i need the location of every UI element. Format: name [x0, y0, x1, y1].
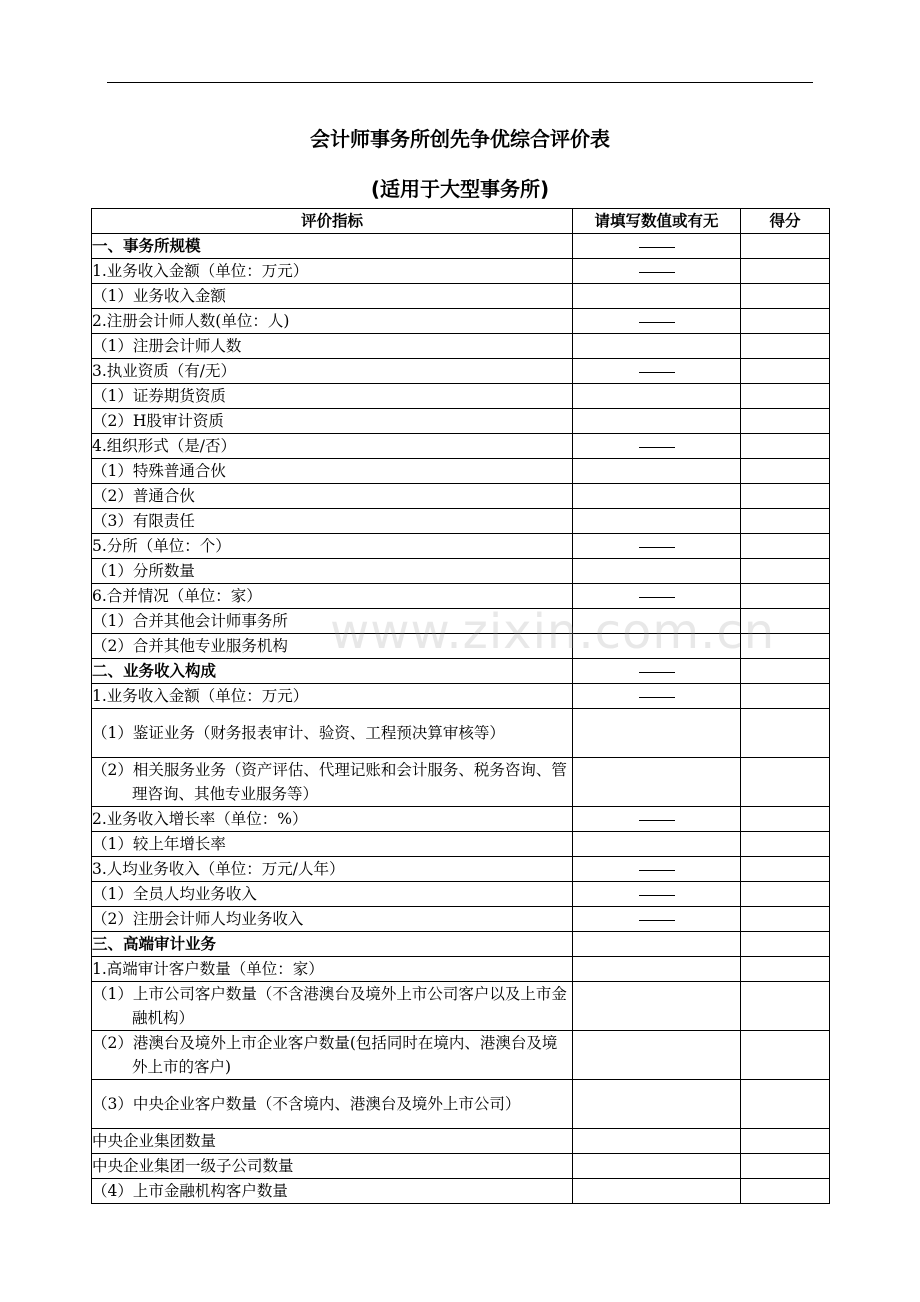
indicator-cell — [92, 758, 573, 807]
table-row — [92, 559, 830, 584]
indicator-cell: 5.分所（单位：个） — [92, 534, 573, 559]
score-cell[interactable] — [741, 882, 830, 907]
indicator-cell: （3）有限责任 — [92, 509, 573, 534]
indicator-cell: 1.业务收入金额（单位：万元） — [92, 259, 573, 284]
value-input-cell[interactable] — [573, 334, 741, 359]
table-row — [92, 1154, 830, 1179]
table-header-row — [92, 209, 830, 234]
score-cell[interactable] — [741, 832, 830, 857]
not-applicable-dash — [639, 322, 675, 323]
value-input-cell — [573, 684, 741, 709]
indicator-cell — [92, 1080, 573, 1129]
value-input-cell[interactable] — [573, 509, 741, 534]
table-row — [92, 259, 830, 284]
header-score: 得分 — [741, 209, 830, 234]
score-cell[interactable] — [741, 1031, 830, 1080]
score-cell[interactable] — [741, 659, 830, 684]
header-indicator: 评价指标 — [92, 209, 573, 234]
indicator-label: （1）上市公司客户数量（不含港澳台及境外上市公司客户以及上市金融机构） — [92, 985, 567, 1027]
table-row — [92, 1179, 830, 1204]
not-applicable-dash — [639, 672, 675, 673]
indicator-cell: （1）业务收入金额 — [92, 284, 573, 309]
indicator-cell: （1）全员人均业务收入 — [92, 882, 573, 907]
table-row — [92, 709, 830, 758]
score-cell[interactable] — [741, 1080, 830, 1129]
indicator-label: （2）相关服务业务（资产评估、代理记账和会计服务、税务咨询、管理咨询、其他专业服务等） — [92, 761, 567, 803]
table-row — [92, 634, 830, 659]
document-title: 会计师事务所创先争优综合评价表 — [310, 127, 610, 151]
indicator-cell: （1）分所数量 — [92, 559, 573, 584]
score-cell[interactable] — [741, 309, 830, 334]
value-input-cell — [573, 534, 741, 559]
not-applicable-dash — [639, 920, 675, 921]
table-row — [92, 234, 830, 259]
document-subtitle: (适用于大型事务所) — [370, 177, 550, 201]
score-cell[interactable] — [741, 484, 830, 509]
value-input-cell[interactable] — [573, 559, 741, 584]
table-row — [92, 907, 830, 932]
score-cell[interactable] — [741, 1154, 830, 1179]
indicator-cell: （2）普通合伙 — [92, 484, 573, 509]
value-input-cell[interactable] — [573, 1154, 741, 1179]
not-applicable-dash — [639, 272, 675, 273]
indicator-label: （3）中央企业客户数量（不含境内、港澳台及境外上市公司） — [92, 1095, 521, 1113]
table-row — [92, 982, 830, 1031]
table-row — [92, 957, 830, 982]
value-input-cell[interactable] — [573, 459, 741, 484]
indicator-cell: （1）合并其他会计师事务所 — [92, 609, 573, 634]
value-input-cell[interactable] — [573, 484, 741, 509]
not-applicable-dash — [639, 547, 675, 548]
score-cell[interactable] — [741, 709, 830, 758]
value-input-cell[interactable] — [573, 957, 741, 982]
score-cell[interactable] — [741, 559, 830, 584]
value-input-cell[interactable] — [573, 1179, 741, 1204]
score-cell[interactable] — [741, 1179, 830, 1204]
table-row — [92, 882, 830, 907]
score-cell[interactable] — [741, 359, 830, 384]
value-input-cell[interactable] — [573, 609, 741, 634]
indicator-cell: 中央企业集团数量 — [92, 1129, 573, 1154]
indicator-cell: 1.业务收入金额（单位：万元） — [92, 684, 573, 709]
indicator-cell: 1.高端审计客户数量（单位：家） — [92, 957, 573, 982]
indicator-cell — [92, 982, 573, 1031]
score-cell[interactable] — [741, 234, 830, 259]
value-input-cell — [573, 309, 741, 334]
score-cell[interactable] — [741, 932, 830, 957]
table-row — [92, 1129, 830, 1154]
score-cell[interactable] — [741, 684, 830, 709]
indicator-cell: （2）注册会计师人均业务收入 — [92, 907, 573, 932]
value-input-cell — [573, 434, 741, 459]
indicator-cell: 4.组织形式（是/否） — [92, 434, 573, 459]
table-body — [92, 234, 830, 1204]
table-row — [92, 459, 830, 484]
value-input-cell — [573, 584, 741, 609]
header-value: 请填写数值或有无 — [573, 209, 741, 234]
indicator-cell: 3.执业资质（有/无） — [92, 359, 573, 384]
score-cell[interactable] — [741, 982, 830, 1031]
not-applicable-dash — [639, 447, 675, 448]
indicator-cell: 3.人均业务收入（单位：万元/人年） — [92, 857, 573, 882]
score-cell[interactable] — [741, 409, 830, 434]
table-row — [92, 334, 830, 359]
value-input-cell[interactable] — [573, 758, 741, 807]
indicator-cell: 三、高端审计业务 — [92, 932, 573, 957]
table-row — [92, 359, 830, 384]
score-cell[interactable] — [741, 434, 830, 459]
indicator-cell: 2.业务收入增长率（单位：%） — [92, 807, 573, 832]
score-cell[interactable] — [741, 758, 830, 807]
score-cell[interactable] — [741, 384, 830, 409]
not-applicable-dash — [639, 820, 675, 821]
table-row — [92, 684, 830, 709]
table-row — [92, 832, 830, 857]
table-row — [92, 284, 830, 309]
indicator-cell: 6.合并情况（单位：家） — [92, 584, 573, 609]
score-cell[interactable] — [741, 807, 830, 832]
value-input-cell[interactable] — [573, 1129, 741, 1154]
table-row — [92, 807, 830, 832]
table-row — [92, 609, 830, 634]
indicator-label: （2）港澳台及境外上市企业客户数量(包括同时在境内、港澳台及境外上市的客户) — [92, 1034, 558, 1076]
table-row — [92, 659, 830, 684]
indicator-cell: 二、业务收入构成 — [92, 659, 573, 684]
not-applicable-dash — [639, 697, 675, 698]
score-cell[interactable] — [741, 334, 830, 359]
indicator-cell: （1）注册会计师人数 — [92, 334, 573, 359]
value-input-cell[interactable] — [573, 709, 741, 758]
value-input-cell[interactable] — [573, 982, 741, 1031]
not-applicable-dash — [639, 597, 675, 598]
not-applicable-dash — [639, 870, 675, 871]
value-input-cell[interactable] — [573, 634, 741, 659]
score-cell[interactable] — [741, 857, 830, 882]
indicator-cell: （2）H股审计资质 — [92, 409, 573, 434]
indicator-cell: 一、事务所规模 — [92, 234, 573, 259]
table-row — [92, 484, 830, 509]
indicator-cell: （1）证券期货资质 — [92, 384, 573, 409]
indicator-label: （1）鉴证业务（财务报表审计、验资、工程预决算审核等） — [92, 724, 505, 742]
table-row — [92, 509, 830, 534]
table-row — [92, 584, 830, 609]
table-row — [92, 857, 830, 882]
score-cell[interactable] — [741, 609, 830, 634]
indicator-cell: （1）较上年增长率 — [92, 832, 573, 857]
score-cell[interactable] — [741, 534, 830, 559]
top-rule — [107, 82, 813, 83]
value-input-cell — [573, 907, 741, 932]
score-cell[interactable] — [741, 584, 830, 609]
table-row — [92, 932, 830, 957]
value-input-cell — [573, 659, 741, 684]
value-input-cell[interactable] — [573, 932, 741, 957]
score-cell[interactable] — [741, 1129, 830, 1154]
score-cell[interactable] — [741, 634, 830, 659]
indicator-cell: （4）上市金融机构客户数量 — [92, 1179, 573, 1204]
table-row — [92, 309, 830, 334]
indicator-cell — [92, 1031, 573, 1080]
value-input-cell[interactable] — [573, 1031, 741, 1080]
value-input-cell[interactable] — [573, 384, 741, 409]
score-cell[interactable] — [741, 259, 830, 284]
value-input-cell — [573, 234, 741, 259]
evaluation-table — [91, 208, 830, 1204]
indicator-cell: （1）特殊普通合伙 — [92, 459, 573, 484]
table-row — [92, 1031, 830, 1080]
value-input-cell[interactable] — [573, 832, 741, 857]
table-row — [92, 534, 830, 559]
not-applicable-dash — [639, 372, 675, 373]
indicator-cell: 中央企业集团一级子公司数量 — [92, 1154, 573, 1179]
table-row — [92, 758, 830, 807]
table-row — [92, 434, 830, 459]
table-row — [92, 1080, 830, 1129]
table-row — [92, 384, 830, 409]
score-cell[interactable] — [741, 284, 830, 309]
value-input-cell[interactable] — [573, 409, 741, 434]
indicator-cell — [92, 709, 573, 758]
not-applicable-dash — [639, 895, 675, 896]
value-input-cell — [573, 259, 741, 284]
value-input-cell — [573, 807, 741, 832]
table-row — [92, 409, 830, 434]
indicator-cell: 2.注册会计师人数(单位：人) — [92, 309, 573, 334]
value-input-cell — [573, 882, 741, 907]
score-cell[interactable] — [741, 459, 830, 484]
watermark: www.zixin.com.cn — [330, 604, 776, 660]
value-input-cell — [573, 359, 741, 384]
score-cell[interactable] — [741, 907, 830, 932]
score-cell[interactable] — [741, 957, 830, 982]
value-input-cell[interactable] — [573, 284, 741, 309]
value-input-cell — [573, 857, 741, 882]
indicator-cell: （2）合并其他专业服务机构 — [92, 634, 573, 659]
not-applicable-dash — [639, 247, 675, 248]
value-input-cell[interactable] — [573, 1080, 741, 1129]
score-cell[interactable] — [741, 509, 830, 534]
